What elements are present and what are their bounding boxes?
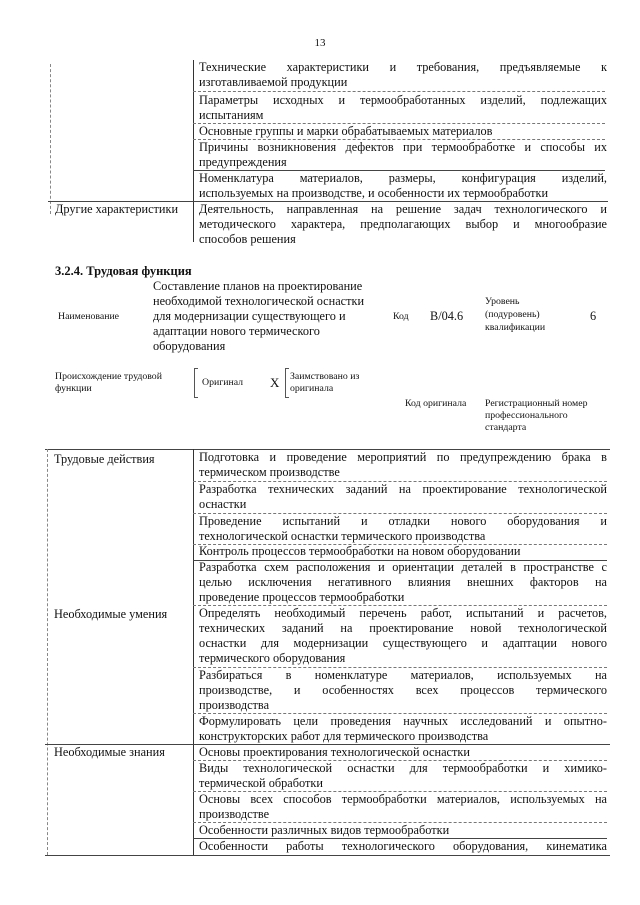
knowledge-line: Формулировать цели проведения научных исследований и опытно- [199, 714, 607, 728]
knowledge-line: конструкторских работ для термического производства [199, 729, 489, 743]
action-line: оснастки [199, 497, 247, 511]
table-row-line: методического характера, предполагающих выбор и многообразие [199, 217, 607, 231]
table-row-line: способов решения [199, 232, 296, 246]
skill-line: Разбираться в номенклатуре материалов, используемых на [199, 668, 607, 682]
action-line: термическом производстве [199, 465, 340, 479]
name-line: Составление планов на проектирование [153, 279, 363, 293]
table-row-line: Технические характеристики и требования, предъявляемые к [199, 60, 607, 74]
action-line: Контроль процессов термообработки на новом оборудовании [199, 544, 521, 558]
reg-number-label: стандарта [485, 422, 527, 433]
code-value: B/04.6 [430, 309, 464, 323]
code-original-label: Код оригинала [405, 398, 467, 409]
borrowed-bracket [285, 368, 289, 398]
origin-label: Происхождение трудовой [55, 371, 162, 382]
reg-number-label: Регистрационный номер [485, 398, 588, 409]
skill-line: целью исключения негативного влияния внешних факторов на [199, 575, 607, 589]
borrowed-label: Заимствовано из [290, 371, 360, 382]
table-row-line: Деятельность, направленная на решение задач технологического и [199, 202, 607, 216]
column-divider [193, 449, 194, 855]
action-line: технологической оснастки термического производства [199, 529, 486, 543]
table-row-line: Номенклатура материалов, размеры, конфигурация изделий, [199, 171, 607, 185]
page-number: 13 [314, 37, 326, 49]
name-line: для модернизации существующего и [153, 309, 346, 323]
original-mark: X [270, 375, 280, 390]
name-line: адаптации нового термического [153, 324, 320, 338]
left-margin-line [47, 449, 48, 855]
column-divider [193, 60, 194, 242]
knowledge-line: Основы всех способов термообработки материалов, используемых на [199, 792, 607, 806]
skill-line: термического оборудования [199, 651, 346, 665]
left-margin-line [50, 64, 51, 214]
table-row-line: испытаниям [199, 108, 264, 122]
knowledge-line: Особенности различных видов термообработки [199, 823, 450, 837]
knowledge-label: Необходимые знания [54, 745, 165, 759]
level-label: (подуровень) [485, 309, 540, 320]
skill-line: оснастки для модернизации существующего и адаптации нового [199, 636, 607, 650]
section-title: 3.2.4. Трудовая функция [55, 264, 192, 278]
table-row-line: Основные группы и марки обрабатываемых материалов [199, 124, 493, 138]
knowledge-line: Виды технологической оснастки для термообработки и химико- [199, 761, 607, 775]
action-line: Проведение испытаний и отладки нового оборудования и [199, 514, 607, 528]
skill-line: Определять необходимый перечень работ, испытаний и расчетов, [199, 606, 607, 620]
original-label: Оригинал [202, 377, 244, 388]
skill-line: проведение процессов термообработки [199, 590, 405, 604]
reg-number-label: профессионального [485, 410, 568, 421]
knowledge-line: термической обработки [199, 776, 323, 790]
action-line: Подготовка и проведение мероприятий по предупреждению брака в [199, 450, 607, 464]
name-label: Наименование [58, 311, 120, 322]
table-row-line: Причины возникновения дефектов при термообработке и способы их [199, 140, 607, 154]
code-label: Код [393, 311, 409, 322]
other-characteristics-label: Другие характеристики [55, 202, 179, 216]
row-separator [193, 91, 605, 92]
table-row-line: используемых на производстве, и особенности их термообработки [199, 186, 549, 200]
actions-label: Трудовые действия [54, 452, 155, 466]
table-bottom-border [45, 855, 610, 856]
table-row-line: изготавливаемой продукции [199, 75, 348, 89]
skill-line: Разработка схем расположения и ориентации деталей в пространстве с [199, 560, 607, 574]
knowledge-line: производстве [199, 807, 270, 821]
name-line: оборудования [153, 339, 226, 353]
knowledge-line: Особенности работы технологического оборудования, кинематика [199, 839, 607, 853]
skill-line: производства [199, 698, 270, 712]
action-line: Разработка технических заданий на проектирование технологической [199, 482, 607, 496]
origin-label: функции [55, 383, 92, 394]
skill-line: производстве, и особенностях всех процессов термического [199, 683, 607, 697]
borrowed-label: оригинала [290, 383, 334, 394]
level-label: Уровень [485, 296, 520, 307]
table-row-line: Параметры исходных и термообработанных изделий, подлежащих [199, 93, 607, 107]
skill-line: технических заданий на проектирование новой технологической [199, 621, 607, 635]
origin-bracket [194, 368, 198, 398]
level-label: квалификации [485, 322, 546, 333]
table-row-line: предупреждения [199, 155, 287, 169]
knowledge-line: Основы проектирования технологической оснастки [199, 745, 470, 759]
skills-label: Необходимые умения [54, 607, 168, 621]
level-value: 6 [590, 309, 597, 323]
name-line: необходимой технологической оснастки [153, 294, 365, 308]
